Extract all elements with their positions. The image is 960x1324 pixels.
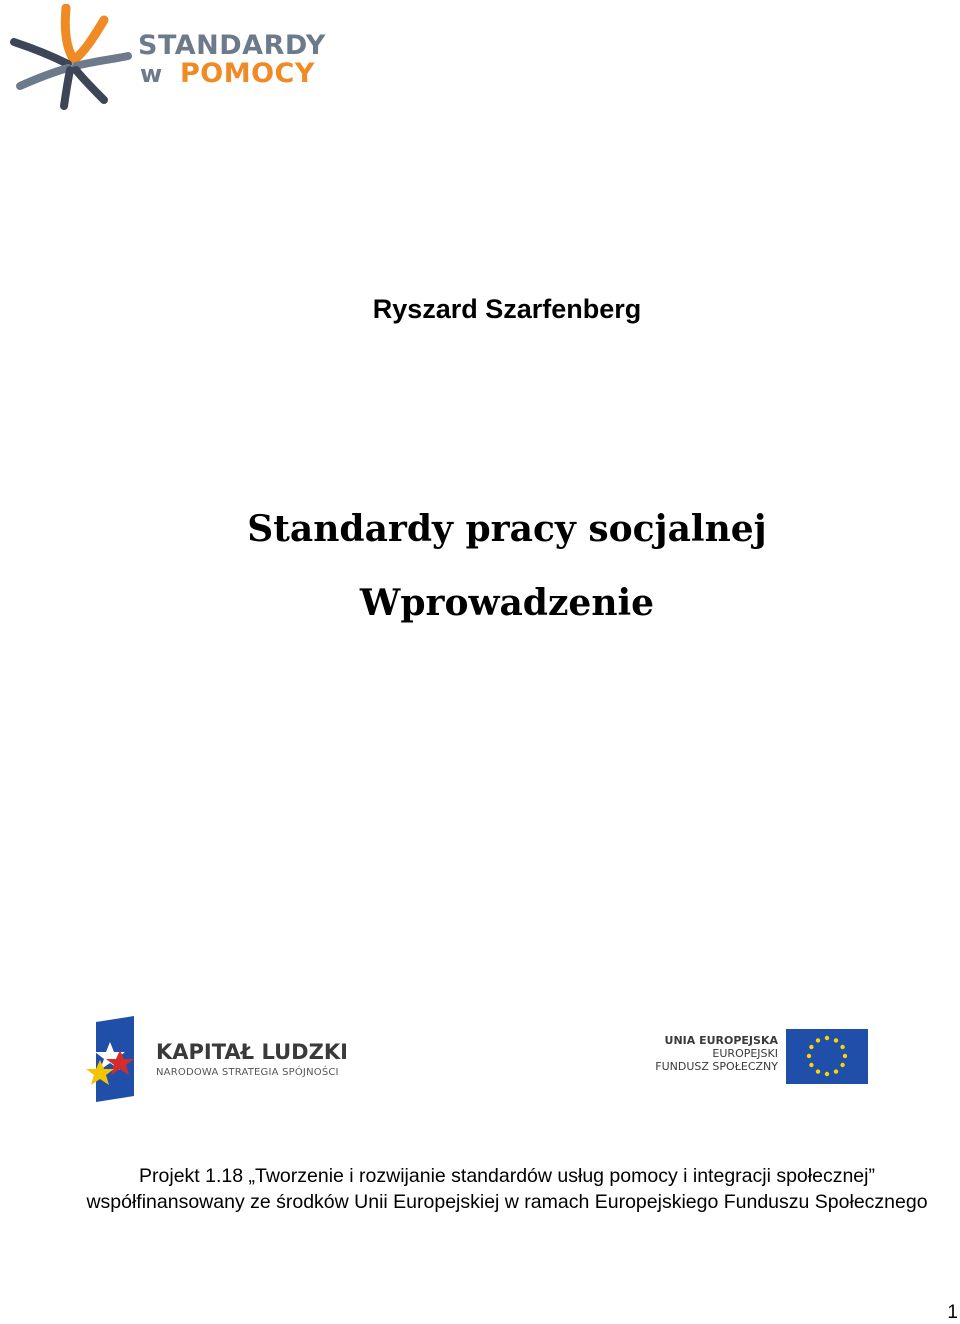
document-subtitle: Wprowadzenie [359, 582, 655, 624]
eu-line-2: EUROPEJSKI [712, 1047, 778, 1060]
kapital-ludzki-title: KAPITAŁ LUDZKI [156, 1040, 348, 1064]
eu-line-3: FUNDUSZ SPOŁECZNY [655, 1060, 778, 1073]
eu-line-1: UNIA EUROPEJSKA [664, 1034, 778, 1047]
standardy-w-pomocy-logo [8, 4, 328, 112]
logo-text-standardy: STANDARDY [138, 30, 326, 61]
kapital-ludzki-logo [84, 1012, 354, 1102]
document-title: Standardy pracy socjalnej [247, 508, 767, 550]
kapital-ludzki-subtitle: NARODOWA STRATEGIA SPÓJNOŚCI [156, 1067, 339, 1078]
page-number: 1 [947, 1302, 958, 1323]
eu-flag-icon [786, 1029, 868, 1084]
project-info [0, 1163, 960, 1215]
project-line-1: Projekt 1.18 „Tworzenie i rozwijanie standardów usług pomocy i integracji społecznej” [139, 1165, 875, 1187]
kapital-ludzki-emblem-icon [84, 1012, 154, 1102]
eu-logo-text [655, 1034, 778, 1073]
eu-social-fund-logo [655, 1026, 870, 1088]
logo-text-w: w [140, 60, 163, 88]
standardy-star-icon [8, 4, 136, 112]
author-name: Ryszard Szarfenberg [372, 294, 642, 324]
logo-text-pomocy: POMOCY [180, 58, 315, 89]
project-line-2: współfinansowany ze środków Unii Europejskiej w ramach Europejskiego Funduszu Społecznego [86, 1191, 928, 1213]
